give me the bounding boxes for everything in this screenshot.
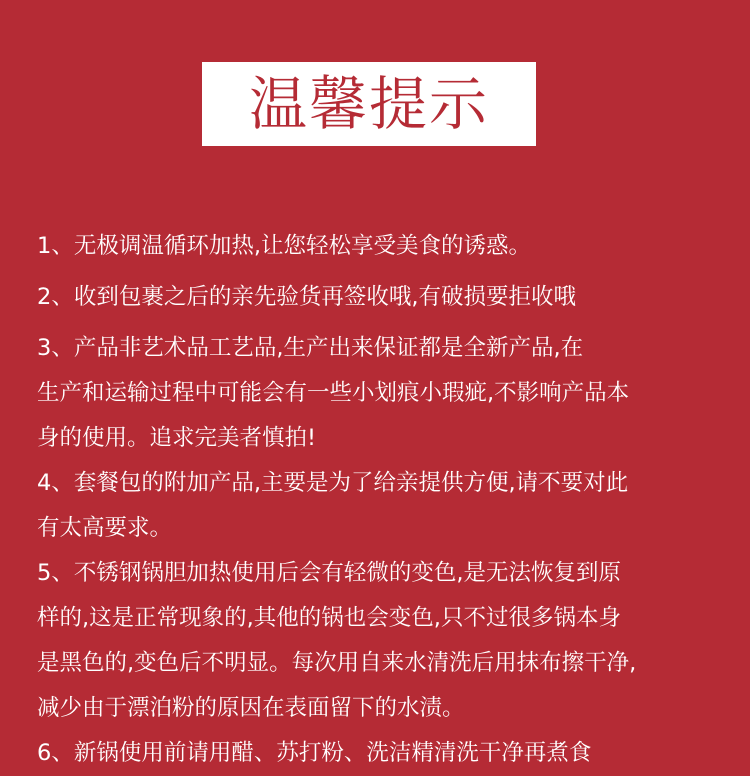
note-line: 6、新锅使用前请用醋、苏打粉、洗洁精清洗干净再煮食: [37, 740, 592, 766]
note-line: 5、不锈钢锅胆加热使用后会有轻微的变色,是无法恢复到原: [37, 560, 621, 586]
note-item-1: [37, 224, 727, 269]
title-banner: [202, 62, 536, 146]
notes-list: [37, 224, 727, 776]
note-line: 是黑色的,变色后不明显。每次用自来水清洗后用抹布擦干净,: [37, 650, 637, 676]
note-line: 有太高要求。: [37, 515, 173, 541]
note-line: 4、套餐包的附加产品,主要是为了给亲提供方便,请不要对此: [37, 470, 629, 496]
note-item-6: [37, 731, 727, 776]
note-line: 减少由于漂泊粉的原因在表面留下的水渍。: [37, 695, 465, 721]
note-line: 1、无极调温循环加热,让您轻松享受美食的诱惑。: [37, 233, 531, 259]
note-line: 样的,这是正常现象的,其他的锅也会变色,只不过很多锅本身: [37, 605, 621, 631]
note-line: 3、产品非艺术品工艺品,生产出来保证都是全新产品,在: [37, 335, 584, 361]
note-line: 2、收到包裹之后的亲先验货再签收哦,有破损要拒收哦: [37, 284, 576, 310]
note-item-4: [37, 461, 727, 551]
note-line: 生产和运输过程中可能会有一些小划痕小瑕疵,不影响产品本: [37, 380, 630, 406]
page-title: 温馨提示: [248, 70, 489, 138]
note-item-3: [37, 326, 727, 461]
note-line: 身的使用。追求完美者慎拍!: [37, 425, 317, 451]
note-item-2: [37, 275, 727, 320]
note-item-5: [37, 551, 727, 731]
